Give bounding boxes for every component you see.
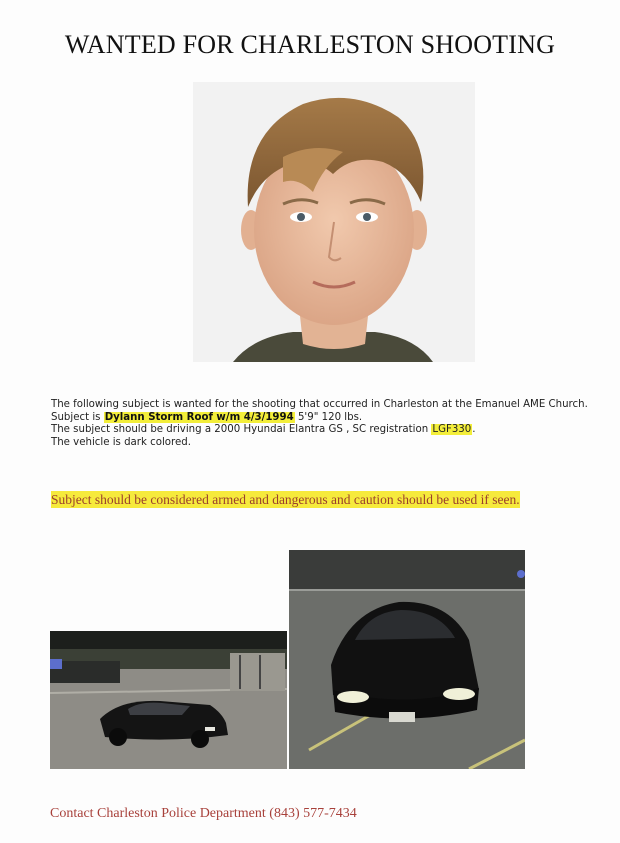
subject-stats: 5'9" 120 lbs.: [294, 411, 363, 423]
warning-text: Subject should be considered armed and dangerous and caution should be used if seen.: [51, 492, 520, 507]
vehicle-line: [51, 424, 591, 437]
subject-intro: The following subject is wanted for the shooting that occurred in Charleston at the Emanuel AME Church. Subject is: [51, 399, 588, 423]
vehicle-line-end: .: [472, 424, 476, 436]
poster-title: WANTED FOR CHARLESTON SHOOTING: [64, 30, 556, 59]
vehicle-photo-front: [289, 550, 525, 769]
vehicle-color-line: The vehicle is dark colored.: [51, 436, 191, 448]
subject-description: [51, 399, 591, 449]
vehicle-photo-side: [50, 631, 287, 769]
vehicle-intro: The subject should be driving a 2000 Hyundai Elantra GS , SC registration: [51, 424, 432, 436]
armed-warning: [51, 489, 581, 510]
subject-name: Dylann Storm Roof w/m 4/3/1994: [104, 411, 294, 423]
vehicle-registration: LGF330: [432, 424, 472, 436]
subject-line: [51, 399, 591, 424]
contact-line: Contact Charleston Police Department (843) 577-7434: [50, 806, 357, 821]
suspect-portrait: [193, 82, 475, 362]
